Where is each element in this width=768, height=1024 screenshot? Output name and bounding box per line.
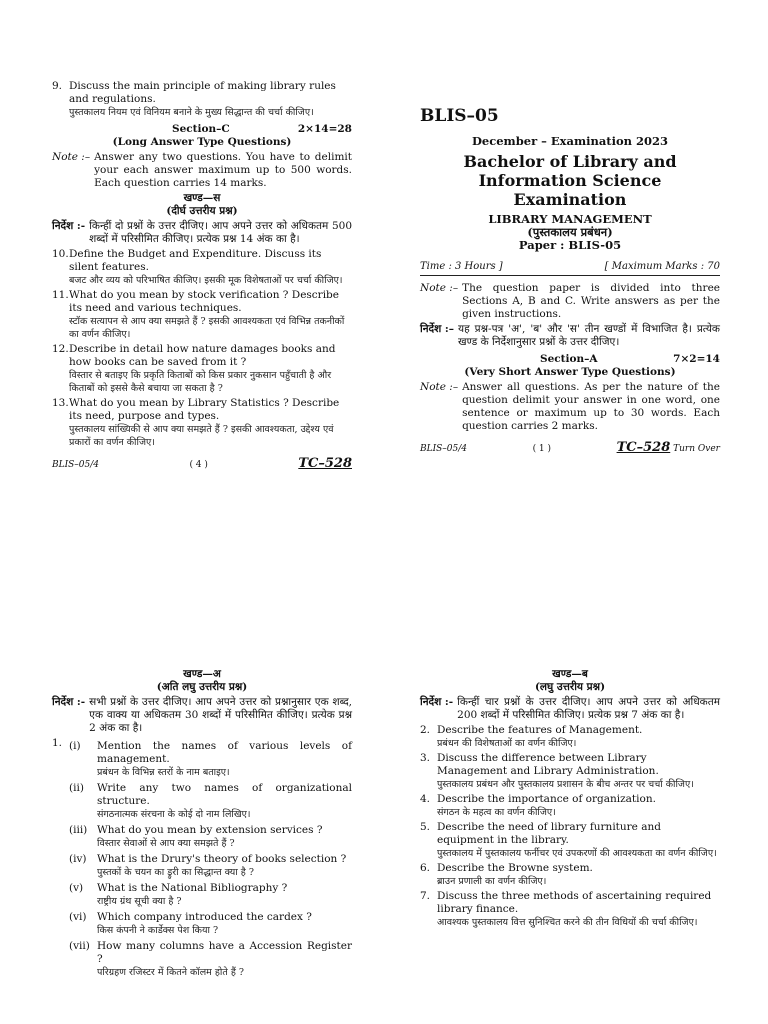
exam-session: December – Examination 2023 <box>471 134 669 148</box>
question-text-hi: पुस्तकों के चयन का ड्रुरी का सिद्धान्त क्या है ? <box>97 867 254 878</box>
question-number: 3. <box>420 752 431 764</box>
sub-question <box>69 824 352 850</box>
nirdesh <box>420 696 720 722</box>
khand-heading: खण्ड—स <box>183 192 221 204</box>
nirdesh <box>52 220 352 246</box>
question-text-en: What do you mean by Library Statistics ? Describe its need, purpose and types. <box>69 397 340 422</box>
sub-question-number: (vii) <box>69 940 90 952</box>
question-text-hi: स्टॉक सत्यापन से आप क्या समझते हैं ? इसकी आवश्यकता एवं विभिन्न तकनीकों का वर्णन कीजिए। <box>69 316 345 340</box>
question-4 <box>420 793 720 819</box>
time-marks-row <box>420 260 720 276</box>
question-number: 5. <box>420 821 431 833</box>
sub-question-number: (v) <box>69 882 84 894</box>
note-text: Answer any two questions. You have to delimit your each answer maximum up to 500 words. Each question carries 14 marks. <box>94 151 352 189</box>
footer-page-number: ( 4 ) <box>189 460 208 470</box>
khand-type: (लघु उत्तरीय प्रश्न) <box>534 681 606 693</box>
question-11 <box>52 289 352 341</box>
section-marks: 7×2=14 <box>673 353 720 365</box>
sub-question <box>69 882 352 908</box>
question-number: 6. <box>420 862 431 874</box>
question-text-hi: राष्ट्रीय ग्रंथ सूची क्या है ? <box>97 896 182 907</box>
question-text-hi: परिग्रहण रजिस्टर में कितने कॉलम होते हैं ? <box>97 967 244 978</box>
question-text-en: Which company introduced the cardex ? <box>97 911 312 923</box>
question-text-hi: संगठनात्मक संरचना के कोई दो नाम लिखिए। <box>97 809 251 820</box>
sub-question <box>69 911 352 937</box>
note-2 <box>420 381 720 433</box>
question-9 <box>52 80 352 119</box>
nirdesh-text: सभी प्रश्नों के उत्तर दीजिए। आप अपने उत्तर को प्रश्नानुसार एक शब्द, एक वाक्य या अधिकतम 30 शब्दों में परिसीमित कीजिए। प्रत्येक प्रश्न 2 अंक का है। <box>89 696 352 734</box>
question-text-hi: प्रबंधन की विशेषताओं का वर्णन कीजिए। <box>437 738 577 749</box>
nirdesh-label: निर्देश :- <box>52 220 86 232</box>
question-text-en: What do you mean by stock verification ? Describe its need and various techniques. <box>69 289 339 314</box>
question-text-en: Write any two names of organizational structure. <box>97 782 352 807</box>
question-text-hi: ब्राउन प्रणाली का वर्णन कीजिए। <box>437 876 547 887</box>
question-1 <box>52 737 352 982</box>
footer-tc-code: TC–528 <box>298 456 352 471</box>
question-number: 10. <box>52 248 69 260</box>
question-number: 9. <box>52 80 63 92</box>
khand-type: (अति लघु उत्तरीय प्रश्न) <box>156 681 248 693</box>
note-text: Answer all questions. As per the nature of the question delimit your answer in one word, one sentence or maximum up to 30 words. Each question carries 2 marks. <box>462 381 720 432</box>
page-footer <box>420 441 720 456</box>
question-text-en: Discuss the three methods of ascertaining required library finance. <box>437 890 712 915</box>
question-number: 1. <box>52 737 63 749</box>
footer-code: BLIS–05/4 <box>52 460 100 470</box>
subject-title: LIBRARY MANAGEMENT <box>488 212 652 226</box>
question-number: 12. <box>52 343 69 355</box>
note-text: The question paper is divided into three Sections A, B and C. Write answers as per the given instructions. <box>462 282 720 320</box>
sub-question <box>69 782 352 821</box>
question-text-hi: बजट और व्यय को परिभाषित कीजिए। इसकी मूक विशेषताओं पर चर्चा कीजिए। <box>69 275 343 286</box>
time-allowed: Time : 3 Hours ] <box>420 261 503 272</box>
nirdesh-text: यह प्रश्न-पत्र 'अ', 'ब' और 'स' तीन खण्डों में विभाजित है। प्रत्येक खण्ड के निर्देशानुसार प्रश्नों के उत्तर दीजिए। <box>458 323 720 348</box>
page-4 <box>52 78 352 472</box>
note-label: Note :– <box>420 381 459 393</box>
question-text-hi: पुस्तकालय नियम एवं विनियम बनाने के मुख्य सिद्धान्त की चर्चा कीजिए। <box>69 107 314 118</box>
page-2 <box>52 668 352 984</box>
sub-question <box>69 853 352 879</box>
question-text-hi: किस कंपनी ने कार्डेक्स पेश किया ? <box>97 925 219 936</box>
note <box>52 151 352 190</box>
question-text-en: Mention the names of various levels of management. <box>97 740 352 765</box>
question-text-en: Describe the importance of organization. <box>437 793 656 805</box>
nirdesh-text: किन्हीं दो प्रश्नों के उत्तर दीजिए। आप अपने उत्तर को अधिकतम 500 शब्दों में परिसीमित कीजिए। प्रत्येक प्रश्न 14 अंक का है। <box>89 220 352 245</box>
question-text-hi: विस्तार सेवाओं से आप क्या समझते हैं ? <box>97 838 235 849</box>
paper-number: Paper : BLIS-05 <box>518 238 622 252</box>
sub-question <box>69 940 352 979</box>
nirdesh <box>420 323 720 349</box>
question-number: 4. <box>420 793 431 805</box>
question-text-en: Describe the Browne system. <box>437 862 593 874</box>
khand-heading: खण्ड—ब <box>552 668 588 680</box>
question-text-en: Discuss the main principle of making library rules and regulations. <box>69 80 336 105</box>
question-text-hi: पुस्तकालय में पुस्तकालय फर्नीचर एवं उपकरणों की आवश्यकता का वर्णन कीजिए। <box>437 848 717 859</box>
question-10 <box>52 248 352 287</box>
sub-question-number: (iv) <box>69 853 87 865</box>
section-name: Section–A <box>540 353 598 365</box>
question-text-en: Describe in detail how nature damages books and how books can be saved from it ? <box>69 343 336 368</box>
exam-title: Bachelor of Library and Information Science Examination <box>463 152 677 209</box>
question-6 <box>420 862 720 888</box>
nirdesh-text: किन्हीं चार प्रश्नों के उत्तर दीजिए। आप अपने उत्तर को अधिकतम 200 शब्दों में परिसीमित कीजिए। प्रत्येक प्रश्न 7 अंक का है। <box>457 696 720 721</box>
question-number: 11. <box>52 289 69 301</box>
question-text-en: What is the Drury's theory of books selection ? <box>97 853 347 865</box>
footer-code: BLIS–05/4 <box>420 444 468 454</box>
question-text-en: Describe the features of Management. <box>437 724 643 736</box>
question-12 <box>52 343 352 395</box>
sub-question-number: (iii) <box>69 824 88 836</box>
question-text-hi: प्रबंधन के विभिन्न स्तरों के नाम बताइए। <box>97 767 230 778</box>
question-3 <box>420 752 720 791</box>
page-footer <box>52 457 352 472</box>
question-text-hi: संगठन के महत्व का वर्णन कीजिए। <box>437 807 556 818</box>
footer-turn-over: Turn Over <box>673 444 720 454</box>
question-text-en: How many columns have a Accession Register ? <box>97 940 352 965</box>
question-text-en: Define the Budget and Expenditure. Discuss its silent features. <box>69 248 322 273</box>
question-text-en: Discuss the difference between Library Management and Library Administration. <box>437 752 659 777</box>
paper-code: BLIS–05 <box>420 106 499 126</box>
nirdesh <box>52 696 352 735</box>
section-name: Section–C <box>172 123 230 135</box>
sub-question-number: (i) <box>69 740 81 752</box>
question-text-hi: आवश्यक पुस्तकालय वित्त सुनिश्चित करने की तीन विधियों की चर्चा कीजिए। <box>437 917 698 928</box>
page-1 <box>420 106 720 456</box>
nirdesh-label: निर्देश :- <box>420 696 454 708</box>
question-2 <box>420 724 720 750</box>
question-text-hi: विस्तार से बताइए कि प्रकृति किताबों को किस प्रकार नुकसान पहुँचाती है और किताबों को इससे कैसे बचाया जा सकता है ? <box>69 370 332 394</box>
sub-question-number: (vi) <box>69 911 87 923</box>
question-text-en: What is the National Bibliography ? <box>97 882 288 894</box>
maximum-marks: [ Maximum Marks : 70 <box>604 261 720 272</box>
section-a-heading <box>420 353 720 366</box>
footer-tc-code: TC–528 <box>616 440 671 455</box>
question-5 <box>420 821 720 860</box>
question-13 <box>52 397 352 449</box>
sub-question <box>69 740 352 779</box>
question-number: 13. <box>52 397 69 409</box>
question-7 <box>420 890 720 929</box>
page-3 <box>420 668 720 931</box>
note <box>420 282 720 321</box>
nirdesh-label: निर्देश :- <box>52 696 86 708</box>
footer-page-number: ( 1 ) <box>532 444 552 454</box>
question-text-en: What do you mean by extension services ? <box>97 824 323 836</box>
question-number: 2. <box>420 724 431 736</box>
khand-type: (दीर्घ उत्तरीय प्रश्न) <box>166 205 238 217</box>
section-type: (Very Short Answer Type Questions) <box>464 366 676 378</box>
question-number: 7. <box>420 890 431 902</box>
question-text-en: Describe the need of library furniture and equipment in the library. <box>437 821 661 846</box>
section-c-heading <box>52 123 352 136</box>
section-marks: 2×14=28 <box>297 123 352 135</box>
question-text-hi: पुस्तकालय प्रबंधन और पुस्तकालय प्रशासन के बीच अन्तर पर चर्चा कीजिए। <box>437 779 694 790</box>
note-label: Note :– <box>420 282 459 294</box>
khand-heading: खण्ड—अ <box>183 668 221 680</box>
subject-title-hi: (पुस्तकालय प्रबंधन) <box>527 225 613 239</box>
note-label: Note :– <box>52 151 91 163</box>
sub-question-number: (ii) <box>69 782 84 794</box>
question-text-hi: पुस्तकालय सांख्यिकी से आप क्या समझते हैं ? इसकी आवश्यकता, उद्देश्य एवं प्रकारों का वर्णन कीजिए। <box>69 424 334 448</box>
section-type: (Long Answer Type Questions) <box>112 136 292 148</box>
nirdesh-label: निर्देश :– <box>420 323 455 335</box>
